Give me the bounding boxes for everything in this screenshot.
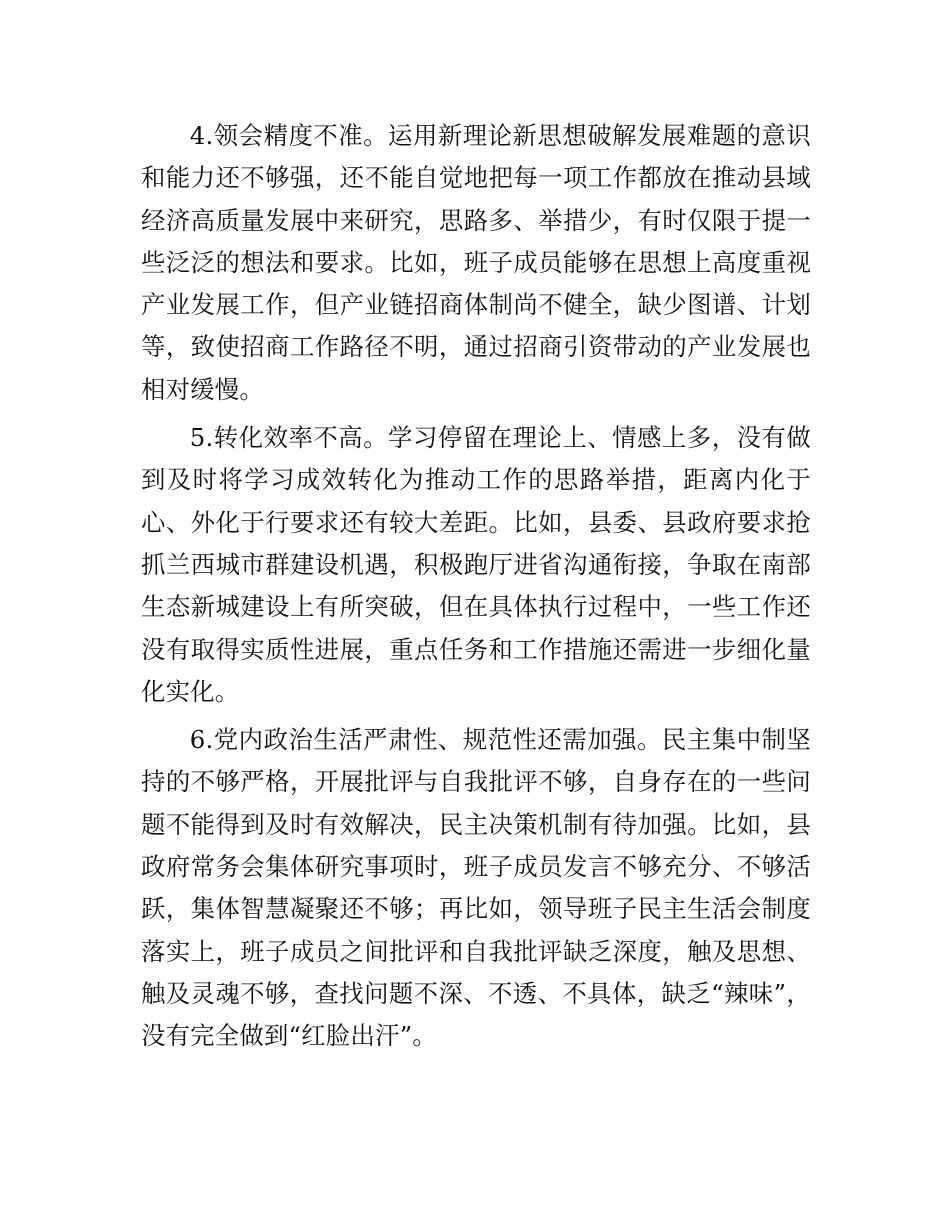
paragraph-4-comprehension-precision: 4.领会精度不准。运用新理论新思想破解发展难题的意识和能力还不够强，还不能自觉地把每一项工作都放在推动县域经济高质量发展中来研究，思路多、举措少，有时仅限于提一些泛泛的想法和要求。比如，班子成员能够在思想上高度重视产业发展工作，但产业链招商体制尚不健全，缺少图谱、计划等，致使招商工作路径不明，通过招商引资带动的产业发展也相对缓慢。 bbox=[141, 121, 811, 404]
document-body bbox=[141, 115, 811, 1064]
paragraph-6-party-political-life: 6.党内政治生活严肃性、规范性还需加强。民主集中制坚持的不够严格，开展批评与自我批评不够，自身存在的一些问题不能得到及时有效解决，民主决策机制有待加强。比如，县政府常务会集体研究事项时，班子成员发言不够充分、不够活跃，集体智慧凝聚还不够；再比如，领导班子民主生活会制度落实上，班子成员之间批评和自我批评缺乏深度，触及思想、触及灵魂不够，查找问题不深、不透、不具体，缺乏“辣味”，没有完全做到“红脸出汗”。 bbox=[141, 725, 811, 1051]
paragraph-5-conversion-efficiency: 5.转化效率不高。学习停留在理论上、情感上多，没有做到及时将学习成效转化为推动工作的思路举措，距离内化于心、外化于行要求还有较大差距。比如，县委、县政府要求抢抓兰西城市群建设机遇，积极跑厅进省沟通衔接，争取在南部生态新城建设上有所突破，但在具体执行过程中，一些工作还没有取得实质性进展，重点任务和工作措施还需进一步细化量化实化。 bbox=[141, 423, 811, 706]
